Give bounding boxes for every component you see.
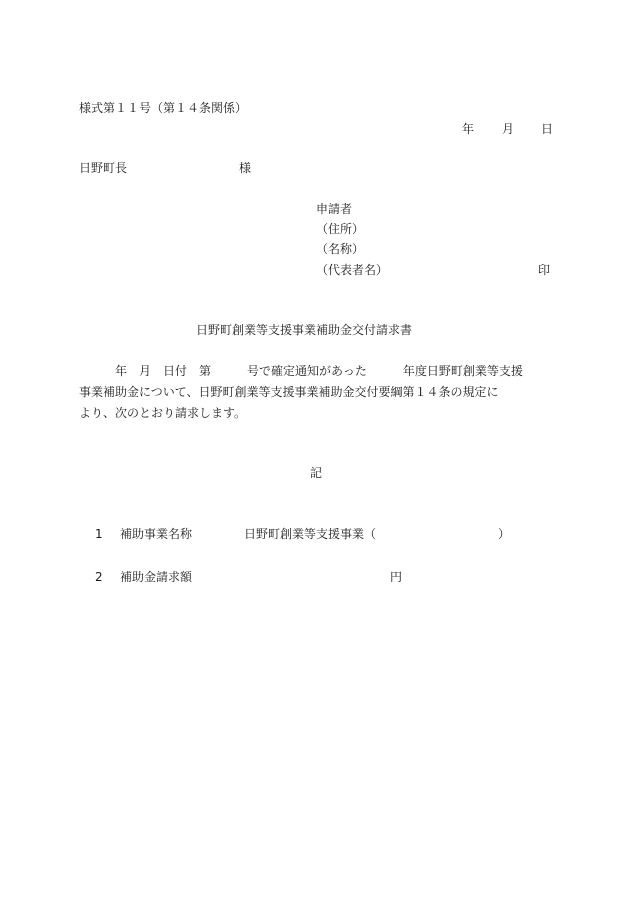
seal-mark: 印 — [538, 263, 551, 277]
applicant-label: 申請者 — [316, 202, 353, 216]
addressee-name: 日野町長 — [79, 161, 128, 175]
item-1-number: 1 — [95, 527, 103, 541]
form-number: 様式第１１号（第１４条関係） — [79, 101, 248, 115]
date-month-label: 月 — [502, 122, 515, 136]
applicant-representative-label: （代表者名） — [316, 263, 389, 277]
date-year-label: 年 — [462, 122, 475, 136]
item-2-label: 補助金請求額 — [120, 570, 193, 584]
item-1-close-paren: ） — [498, 527, 511, 541]
item-1-value: 日野町創業等支援事業（ — [244, 527, 377, 541]
applicant-address-label: （住所） — [316, 222, 365, 236]
item-2-unit: 円 — [390, 570, 403, 584]
date-day-label: 日 — [541, 122, 554, 136]
body-line-1: 年 月 日付 第 号で確定通知があった 年度日野町創業等支援 — [79, 364, 523, 378]
body-line-3: より、次のとおり請求します。 — [79, 406, 247, 420]
applicant-name-label: （名称） — [316, 242, 365, 256]
item-1-label: 補助事業名称 — [120, 527, 193, 541]
body-line-2: 事業補助金について、日野町創業等支援事業補助金交付要綱第１４条の規定に — [79, 385, 499, 399]
document-title: 日野町創業等支援事業補助金交付請求書 — [196, 323, 413, 337]
addressee-honorific: 様 — [239, 161, 252, 175]
item-2-number: 2 — [95, 570, 103, 584]
ki-heading: 記 — [310, 466, 323, 480]
